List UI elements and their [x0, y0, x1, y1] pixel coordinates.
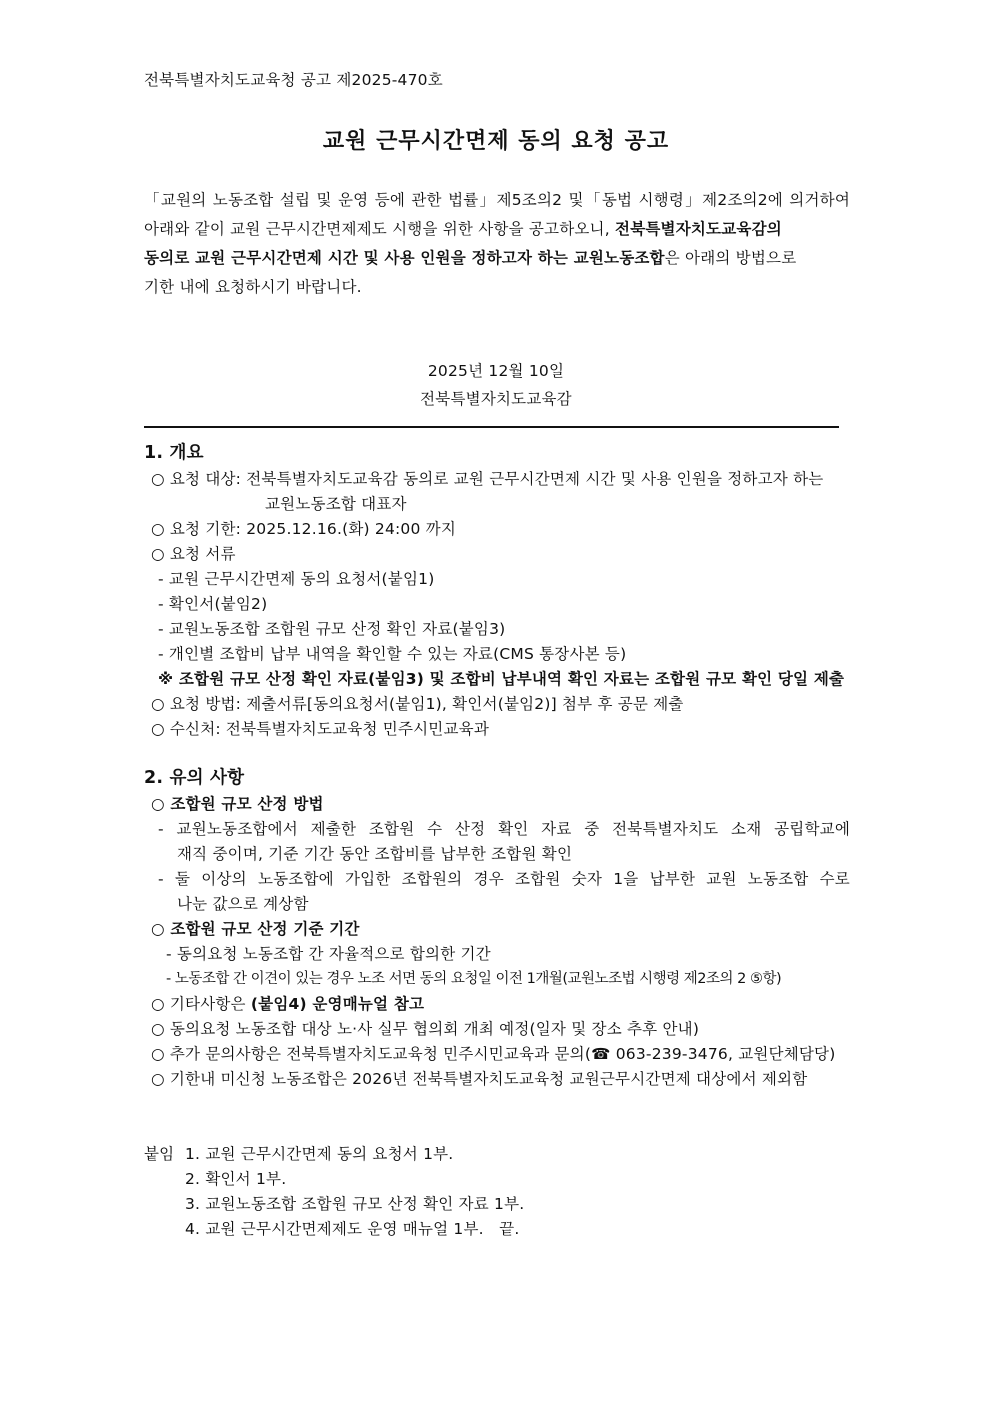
- notice-number: 전북특별자치도교육청 공고 제2025-470호: [144, 71, 443, 89]
- calc-item-2-line-1: - 둘 이상의 노동조합에 가입한 조합원의 경우 조합원 숫자 1을 납부한 교원 노동조합 수로: [158, 870, 850, 888]
- intro-line-3: [144, 248, 796, 268]
- request-docs-heading: ○ 요청 서류: [151, 545, 236, 563]
- page-title: 교원 근무시간면제 동의 요청 공고: [322, 129, 670, 154]
- intro-line-4: 기한 내에 요청하시기 바랍니다.: [144, 278, 362, 296]
- other-notes-plain: ○ 기타사항은: [151, 995, 251, 1013]
- request-target-line-2: 교원노동조합 대표자: [265, 495, 407, 513]
- calc-method-heading: ○ 조합원 규모 산정 방법: [151, 795, 324, 813]
- request-deadline: ○ 요청 기한: 2025.12.16.(화) 24:00 까지: [151, 520, 457, 538]
- calc-item-1-line-2: 재직 중이며, 기준 기간 동안 조합비를 납부한 조합원 확인: [177, 845, 573, 863]
- divider: [144, 426, 839, 428]
- announcement-date: 2025년 12월 10일: [427, 362, 565, 380]
- attachment-item: 1. 교원 근무시간면제 동의 요청서 1부.: [185, 1145, 454, 1163]
- exclusion-notice: ○ 기한내 미신청 노동조합은 2026년 전북특별자치도교육청 교원근무시간면제 대상에서 제외함: [151, 1070, 808, 1088]
- attachments-label: 붙임: [144, 1145, 175, 1163]
- intro-line-2: [144, 219, 782, 239]
- intro-line-3-plain: 은 아래의 방법으로: [664, 249, 797, 267]
- attachment-item: 2. 확인서 1부.: [185, 1170, 287, 1188]
- recipient: ○ 수신처: 전북특별자치도교육청 민주시민교육과: [151, 720, 489, 738]
- attachment-item: 3. 교원노동조합 조합원 규모 산정 확인 자료 1부.: [185, 1195, 525, 1213]
- request-target-line-1: ○ 요청 대상: 전북특별자치도교육감 동의로 교원 근무시간면제 시간 및 사용 인원을 정하고자 하는: [151, 470, 824, 488]
- period-item: - 동의요청 노동조합 간 자율적으로 합의한 기간: [166, 945, 491, 963]
- calc-item-2-line-2: 나눈 값으로 계상함: [177, 895, 309, 913]
- section-2-heading: 2. 유의 사항: [144, 768, 245, 788]
- request-doc-item: - 개인별 조합비 납부 내역을 확인할 수 있는 자료(CMS 통장사본 등): [158, 645, 627, 663]
- period-heading: ○ 조합원 규모 산정 기준 기간: [151, 920, 360, 938]
- other-notes: [151, 994, 424, 1014]
- council-notice: ○ 동의요청 노동조합 대상 노·사 실무 협의회 개최 예정(일자 및 장소 추후 안내): [151, 1020, 700, 1038]
- request-doc-item: - 교원노동조합 조합원 규모 산정 확인 자료(붙임3): [158, 620, 506, 638]
- intro-line-2-plain: 아래와 같이 교원 근무시간면제제도 시행을 위한 사항을 공고하오니,: [144, 220, 610, 238]
- attachment-item: 4. 교원 근무시간면제제도 운영 매뉴얼 1부. 끝.: [185, 1220, 520, 1238]
- section-1-heading: 1. 개요: [144, 443, 204, 463]
- other-notes-bold: (붙임4) 운영매뉴얼 참고: [250, 995, 425, 1013]
- submission-note: ※ 조합원 규모 산정 확인 자료(붙임3) 및 조합비 납부내역 확인 자료는 조합원 규모 확인 당일 제출: [158, 670, 845, 688]
- request-method: ○ 요청 방법: 제출서류[동의요청서(붙임1), 확인서(붙임2)] 첨부 후 공문 제출: [151, 695, 684, 713]
- inquiry-contact: ○ 추가 문의사항은 전북특별자치도교육청 민주시민교육과 문의(☎ 063-239-3476, 교원단체담당): [151, 1045, 836, 1063]
- intro-line-3-bold: 동의로 교원 근무시간면제 시간 및 사용 인원을 정하고자 하는 교원노동조합: [144, 249, 665, 267]
- request-doc-item: - 확인서(붙임2): [158, 595, 268, 613]
- intro-line-1: 「교원의 노동조합 설립 및 운영 등에 관한 법률」제5조의2 및「동법 시행령」제2조의2에 의거하여: [144, 191, 850, 209]
- request-doc-item: - 교원 근무시간면제 동의 요청서(붙임1): [158, 570, 435, 588]
- calc-item-1-line-1: - 교원노동조합에서 제출한 조합원 수 산정 확인 자료 중 전북특별자치도 소재 공립학교에: [158, 820, 850, 838]
- intro-line-2-bold: 전북특별자치도교육감의: [615, 220, 782, 238]
- issuer: 전북특별자치도교육감: [420, 390, 572, 408]
- period-item: - 노동조합 간 이견이 있는 경우 노조 서면 동의 요청일 이전 1개월(교원노조법 시행령 제2조의 2 ⑤항): [166, 971, 782, 987]
